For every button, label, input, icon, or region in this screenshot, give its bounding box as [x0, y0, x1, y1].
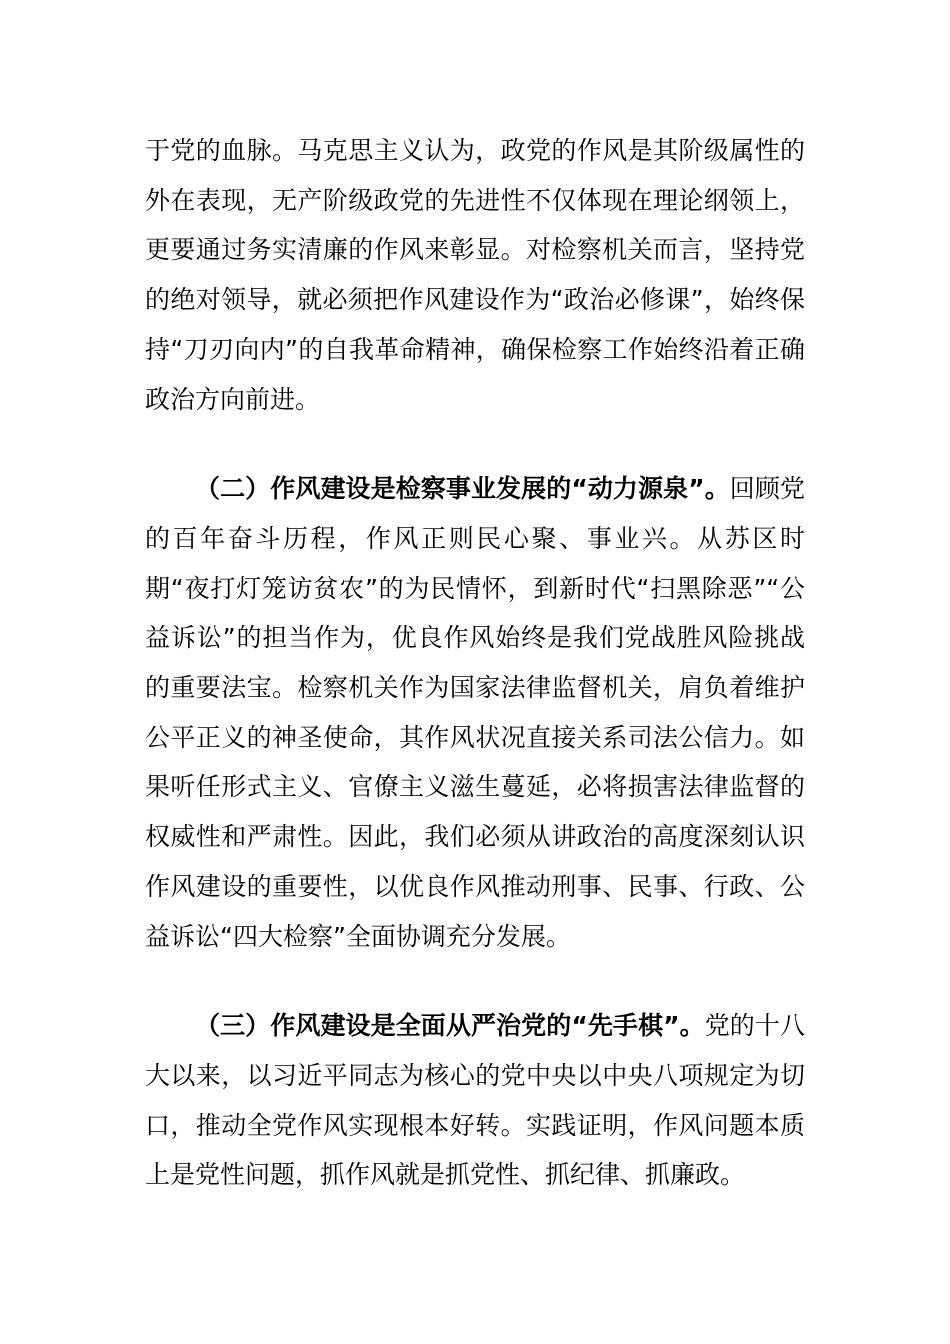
paragraph-section-2: [145, 464, 805, 961]
paragraph-continuation: [145, 126, 805, 424]
paragraph-text: 回顾党的百年奋斗历程，作风正则民心聚、事业兴。从苏区时期“夜打灯笼访贫农”的为民情怀，到新时代“扫黑除恶”“公益诉讼”的担当作为，优良作风始终是我们党战胜风险挑战的重要法宝。检察机关作为国家法律监督机关，肩负着维护公平正义的神圣使命，其作风状况直接关系司法公信力。如果听任形式主义、官僚主义滋生蔓延，必将损害法律监督的权威性和严肃性。因此，我们必须从讲政治的高度深刻认识作风建设的重要性，以优良作风推动刑事、民事、行政、公益诉讼“四大检察”全面协调充分发展。: [145, 474, 805, 951]
paragraph-section-3: [145, 1001, 805, 1200]
paragraph-text: 党的十八大以来，以习近平同志为核心的党中央以中央八项规定为切口，推动全党作风实现根本好转。实践证明，作风问题本质上是党性问题，抓作风就是抓党性、抓纪律、抓廉政。: [145, 1011, 805, 1190]
paragraph-text: 于党的血脉。马克思主义认为，政党的作风是其阶级属性的外在表现，无产阶级政党的先进性不仅体现在理论纲领上，更要通过务实清廉的作风来彰显。对检察机关而言，坚持党的绝对领导，就必须把作风建设作为“政治必修课”，始终保持“刀刃向内”的自我革命精神，确保检察工作始终沿着正确政治方向前进。: [145, 136, 805, 414]
section-heading: （三）作风建设是全面从严治党的“先手棋”。: [195, 1011, 705, 1041]
section-heading: （二）作风建设是检察事业发展的“动力源泉”。: [195, 474, 730, 504]
document-page: [145, 126, 805, 1200]
